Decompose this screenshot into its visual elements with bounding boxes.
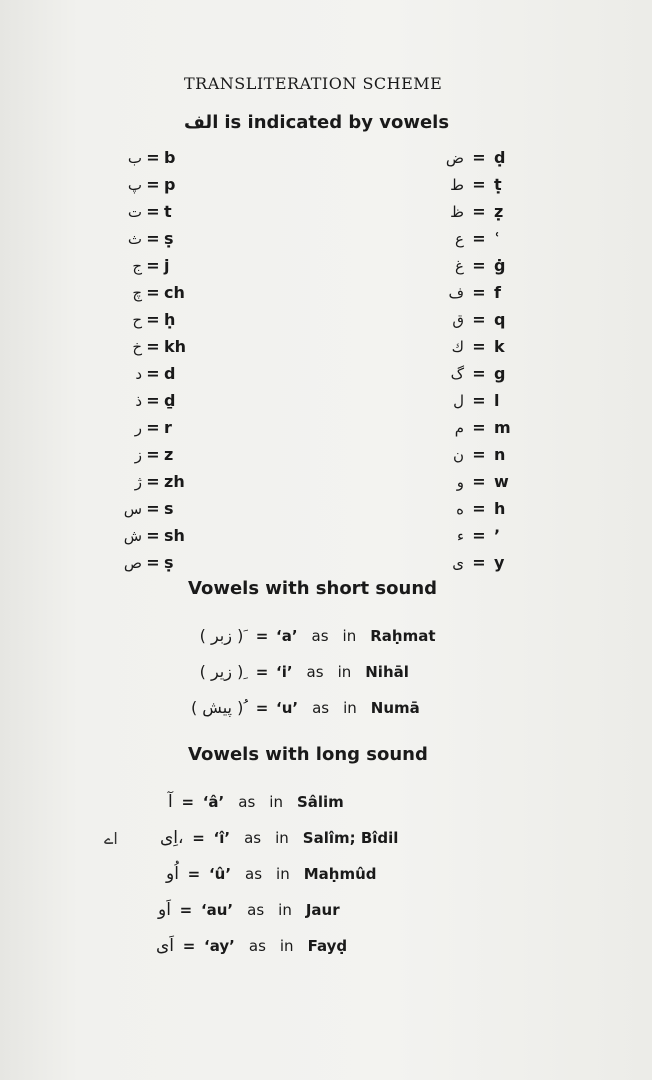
in-word: in [279, 937, 294, 955]
vowel-value: ‘â’ [202, 793, 225, 811]
arabic-letter: ژ [134, 472, 142, 491]
as-word: as [312, 698, 330, 717]
letter-row [118, 522, 186, 549]
long-vowel-row [156, 936, 347, 956]
equals-sign: = [472, 418, 486, 437]
latin-equivalent: z [164, 445, 174, 464]
vowel-sign: اَو [158, 900, 171, 920]
arabic-letter: ش [123, 526, 142, 545]
arabic-letter: ص [123, 553, 142, 572]
equals-sign: = [472, 175, 486, 194]
equals-sign: = [146, 256, 160, 275]
arabic-letter: ط [450, 175, 464, 194]
in-word: in [342, 626, 357, 645]
equals-sign: = [472, 364, 486, 383]
consonant-column-right [436, 144, 511, 576]
latin-equivalent: k [494, 337, 505, 356]
in-word: in [275, 829, 289, 847]
short-vowel-row [186, 662, 409, 681]
equals-sign: = [146, 553, 160, 572]
as-word: as [245, 865, 263, 883]
as-word: as [311, 626, 329, 645]
latin-equivalent: ṭ [494, 175, 502, 194]
equals-sign: = [182, 937, 196, 955]
equals-sign: = [187, 865, 201, 883]
vowel-sign: ( زیر ) ِ [199, 662, 248, 681]
arabic-letter: ن [452, 445, 464, 464]
equals-sign: = [146, 391, 160, 410]
letter-row [436, 171, 511, 198]
equals-sign: = [472, 283, 486, 302]
equals-sign: = [192, 829, 205, 847]
equals-sign: = [472, 499, 486, 518]
arabic-letter: ب [127, 148, 142, 167]
arabic-letter: ض [445, 148, 464, 167]
equals-sign: = [472, 472, 486, 491]
arabic-letter: ك [451, 337, 464, 356]
arabic-letter: ل [453, 391, 464, 410]
vowel-sign: اُو [166, 864, 179, 884]
long-vowel-row [158, 900, 340, 920]
letter-row [436, 252, 511, 279]
arabic-letter: ت [127, 202, 142, 221]
latin-equivalent: ṣ [164, 553, 174, 572]
as-word: as [238, 793, 256, 811]
arabic-letter: ه [456, 499, 464, 518]
vowel-value: ‘û’ [208, 865, 232, 883]
latin-equivalent: l [494, 391, 500, 410]
arabic-letter: س [123, 499, 142, 518]
long-vowels-heading: Vowels with long sound [188, 744, 428, 765]
in-word: in [269, 793, 283, 811]
latin-equivalent: p [164, 175, 176, 194]
in-word: in [343, 698, 357, 717]
latin-equivalent: ḥ [164, 310, 176, 329]
long-vowel-row [168, 792, 344, 812]
vowel-sign: اَی [156, 936, 175, 956]
arabic-letter: ذ [135, 391, 142, 410]
vowel-value: ‘i’ [276, 662, 293, 681]
arabic-letter: پ [127, 175, 142, 194]
equals-sign: = [146, 445, 160, 464]
latin-equivalent: ṣ [164, 229, 174, 248]
example-word: Jaur [305, 901, 340, 919]
page-subtitle [184, 112, 449, 133]
equals-sign: = [146, 364, 160, 383]
subtitle-arabic: الف [184, 112, 219, 133]
arabic-letter: ظ [450, 202, 464, 221]
as-word: as [247, 901, 265, 919]
latin-equivalent: m [494, 418, 511, 437]
equals-sign: = [146, 202, 160, 221]
vowel-sign: ( زبر ) َ [199, 626, 248, 645]
handwritten-note: اے [104, 829, 118, 848]
letter-row [118, 441, 186, 468]
arabic-letter: د [135, 364, 142, 383]
short-vowels-heading: Vowels with short sound [188, 578, 438, 599]
as-word: as [244, 829, 262, 847]
equals-sign: = [472, 229, 486, 248]
letter-row [436, 279, 511, 306]
equals-sign: = [472, 148, 486, 167]
letter-row [118, 387, 186, 414]
letter-row [118, 252, 186, 279]
as-word: as [306, 662, 324, 681]
example-word: Nihāl [365, 662, 409, 681]
letter-row [436, 333, 511, 360]
short-vowel-row [186, 626, 436, 645]
subtitle-text: is indicated by vowels [224, 112, 450, 133]
as-word: as [248, 937, 266, 955]
arabic-letter: و [456, 472, 464, 491]
equals-sign: = [179, 901, 193, 919]
vowel-value: ‘î’ [213, 829, 231, 847]
letter-row [118, 306, 186, 333]
letter-row [436, 225, 511, 252]
example-word: Salîm; Bîdil [302, 829, 399, 847]
example-word: Maḥmûd [303, 865, 377, 883]
equals-sign: = [472, 553, 486, 572]
equals-sign: = [146, 148, 160, 167]
equals-sign: = [255, 662, 269, 681]
latin-equivalent: j [164, 256, 170, 275]
vowel-value: ‘ay’ [204, 937, 235, 955]
latin-equivalent: b [164, 148, 176, 167]
letter-row [118, 495, 186, 522]
equals-sign: = [146, 229, 160, 248]
short-vowel-row [186, 698, 420, 717]
letter-row [118, 171, 186, 198]
arabic-letter: ع [455, 229, 464, 248]
arabic-letter: ر [134, 418, 142, 437]
letter-row [118, 414, 186, 441]
arabic-letter: م [454, 418, 464, 437]
letter-row [436, 360, 511, 387]
latin-equivalent: r [164, 418, 172, 437]
arabic-letter: ث [127, 229, 142, 248]
equals-sign: = [146, 418, 160, 437]
latin-equivalent: ḏ [164, 391, 176, 410]
arabic-letter: ء [456, 526, 464, 545]
latin-equivalent: g [494, 364, 506, 383]
equals-sign: = [146, 310, 160, 329]
equals-sign: = [255, 626, 269, 645]
letter-row [436, 144, 511, 171]
arabic-letter: خ [132, 337, 142, 356]
letter-row [436, 387, 511, 414]
letter-row [436, 522, 511, 549]
equals-sign: = [472, 256, 486, 275]
latin-equivalent: q [494, 310, 506, 329]
latin-equivalent: ġ [494, 256, 506, 275]
latin-equivalent: ʿ [494, 229, 500, 248]
equals-sign: = [472, 337, 486, 356]
letter-row [118, 333, 186, 360]
latin-equivalent: ch [164, 283, 185, 302]
equals-sign: = [472, 445, 486, 464]
vowel-sign: آ [168, 792, 173, 812]
vowel-sign: ( پیش ) ُ [190, 698, 248, 717]
letter-row [436, 198, 511, 225]
equals-sign: = [472, 310, 486, 329]
equals-sign: = [146, 526, 160, 545]
latin-equivalent: kh [164, 337, 187, 356]
long-vowel-row [160, 828, 398, 848]
example-word: Raḥmat [370, 626, 436, 645]
latin-equivalent: d [164, 364, 176, 383]
equals-sign: = [146, 337, 160, 356]
example-word: Numā [370, 698, 420, 717]
latin-equivalent: h [494, 499, 506, 518]
equals-sign: = [472, 202, 486, 221]
in-word: in [276, 865, 290, 883]
arabic-letter: ج [132, 256, 142, 275]
arabic-letter: ف [448, 283, 464, 302]
letter-row [118, 549, 186, 576]
example-word: Sâlim [296, 793, 344, 811]
vowel-sign: اِی، [160, 828, 184, 848]
letter-row [436, 441, 511, 468]
arabic-letter: ح [132, 310, 142, 329]
equals-sign: = [146, 175, 160, 194]
letter-row [118, 360, 186, 387]
letter-row [436, 549, 511, 576]
letter-row [118, 468, 186, 495]
letter-row [436, 468, 511, 495]
in-word: in [337, 662, 352, 681]
latin-equivalent: sh [164, 526, 185, 545]
letter-row [436, 495, 511, 522]
equals-sign: = [255, 698, 269, 717]
vowel-value: ‘au’ [200, 901, 234, 919]
latin-equivalent: y [494, 553, 505, 572]
equals-sign: = [472, 526, 486, 545]
latin-equivalent: n [494, 445, 506, 464]
letter-row [118, 144, 186, 171]
letter-row [118, 198, 186, 225]
consonant-column-left [118, 144, 186, 576]
vowel-value: ‘a’ [276, 626, 298, 645]
letter-row [118, 279, 186, 306]
arabic-letter: غ [455, 256, 464, 275]
equals-sign: = [472, 391, 486, 410]
arabic-letter: ز [134, 445, 142, 464]
latin-equivalent: ẓ [494, 202, 504, 221]
equals-sign: = [181, 793, 195, 811]
arabic-letter: گ [450, 364, 464, 383]
letter-row [118, 225, 186, 252]
latin-equivalent: ḍ [494, 148, 506, 167]
letter-row [436, 414, 511, 441]
page-title: TRANSLITERATION SCHEME [184, 74, 443, 93]
latin-equivalent: f [494, 283, 501, 302]
long-vowel-row [166, 864, 377, 884]
latin-equivalent: t [164, 202, 172, 221]
latin-equivalent: zh [164, 472, 185, 491]
arabic-letter: ق [452, 310, 464, 329]
equals-sign: = [146, 499, 160, 518]
in-word: in [278, 901, 292, 919]
example-word: Fayḍ [307, 937, 348, 955]
arabic-letter: ى [452, 553, 464, 572]
letter-row [436, 306, 511, 333]
latin-equivalent: ’ [494, 526, 501, 545]
vowel-value: ‘u’ [276, 698, 299, 717]
latin-equivalent: s [164, 499, 174, 518]
equals-sign: = [146, 472, 160, 491]
latin-equivalent: w [494, 472, 509, 491]
arabic-letter: چ [132, 283, 142, 302]
equals-sign: = [146, 283, 160, 302]
